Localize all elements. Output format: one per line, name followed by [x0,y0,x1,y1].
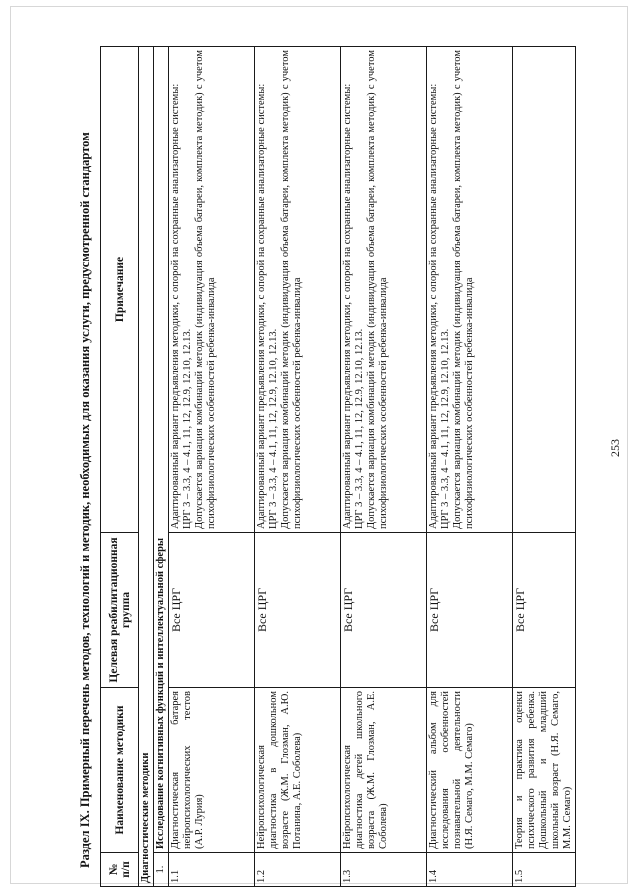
note-line: Допускается вариация комбинаций методик (индивидуация объема батареи, комплекта методик) с учетом психофизиологических особенностей ребенка-инвалида [194,50,217,529]
table-header-row [101,47,139,887]
table-row [341,47,427,887]
note-line: Адаптированный вариант предъявления методики, с опорой на сохранные анализаторные системы: [256,83,267,529]
methods-table [100,46,576,887]
target-group: Все ЦРГ [341,533,427,688]
row-num: 1.3 [341,853,427,887]
method-note [255,47,341,533]
row-num: 1.4 [427,853,513,887]
note-line: ЦРГ 3 – 3.3, 4 – 4.1, 11, 12, 12.9, 12.10, 12.13. [182,328,193,529]
method-note [427,47,513,533]
method-name: Нейропсихологическая диагностика детей школьного возраста (Ж.М. Глозман, А.Е. Соболева) [341,688,427,853]
header-note: Примечание [101,47,139,533]
note-line: Допускается вариация комбинаций методик (индивидуация объема батареи, комплекта методик) с учетом психофизиологических особенностей ребенка-инвалида [452,50,475,529]
table-row [427,47,513,887]
note-line: Адаптированный вариант предъявления методики, с опорой на сохранные анализаторные системы: [342,83,353,529]
note-line: ЦРГ 3 – 3.3, 4 – 4.1, 11, 12, 12.9, 12.10, 12.13. [354,328,365,529]
subsection-row [154,47,169,887]
method-name: Диагностический альбом для исследования особенностей познавательной деятельности (Н.Я. Семаго, М.М. Семаго) [427,688,513,853]
method-note [513,47,576,533]
target-group: Все ЦРГ [513,533,576,688]
target-group: Все ЦРГ [427,533,513,688]
note-line: Допускается вариация комбинаций методик (индивидуация объема батареи, комплекта методик) с учетом психофизиологических особенностей ребенка-инвалида [366,50,389,529]
table-row [513,47,576,887]
method-note [341,47,427,533]
row-num: 1.2 [255,853,341,887]
target-group: Все ЦРГ [169,533,255,688]
row-num: 1.1 [169,853,255,887]
row-num: 1.5 [513,853,576,887]
header-num: № п/п [101,853,139,887]
header-group: Целевая реабилитационная группа [101,533,139,688]
note-line: ЦРГ 3 – 3.3, 4 – 4.1, 11, 12, 12.9, 12.10, 12.13. [440,328,451,529]
section-title: Раздел IX. Примерный перечень методов, технологий и методик, необходимых для оказания услуги, предусмотренной стандартом [78,132,92,868]
header-name: Наименование методики [101,688,139,853]
note-line: Адаптированный вариант предъявления методики, с опорой на сохранные анализаторные системы: [428,83,439,529]
table-row [169,47,255,887]
target-group: Все ЦРГ [255,533,341,688]
method-note [169,47,255,533]
page-number: 253 [608,439,622,457]
subsection-label: Исследование когнитивных функций и интеллектуальной сферы [154,47,169,853]
section-label: Диагностические методики [139,47,154,887]
subsection-num: 1. [154,853,169,887]
note-line: ЦРГ 3 – 3.3, 4 – 4.1, 11, 12, 12.9, 12.10, 12.13. [268,328,279,529]
method-name: Диагностическая батарея нейропсихологических тестов (А.Р. Лурия) [169,688,255,853]
method-name: Нейропсихологическая диагностика в дошкольном возрасте (Ж.М. Глозман, А.Ю. Потанина, А.Е. Соболева) [255,688,341,853]
note-line: Допускается вариация комбинаций методик (индивидуация объема батареи, комплекта методик) с учетом психофизиологических особенностей ребенка-инвалида [280,50,303,529]
method-name: Теория и практика оценки психического развития ребенка. Дошкольный и младший школьный возраст (Н.Я. Семаго, М.М. Семаго) [513,688,576,853]
note-line: Адаптированный вариант предъявления методики, с опорой на сохранные анализаторные системы: [170,83,181,529]
section-row [139,47,154,887]
table-row [255,47,341,887]
